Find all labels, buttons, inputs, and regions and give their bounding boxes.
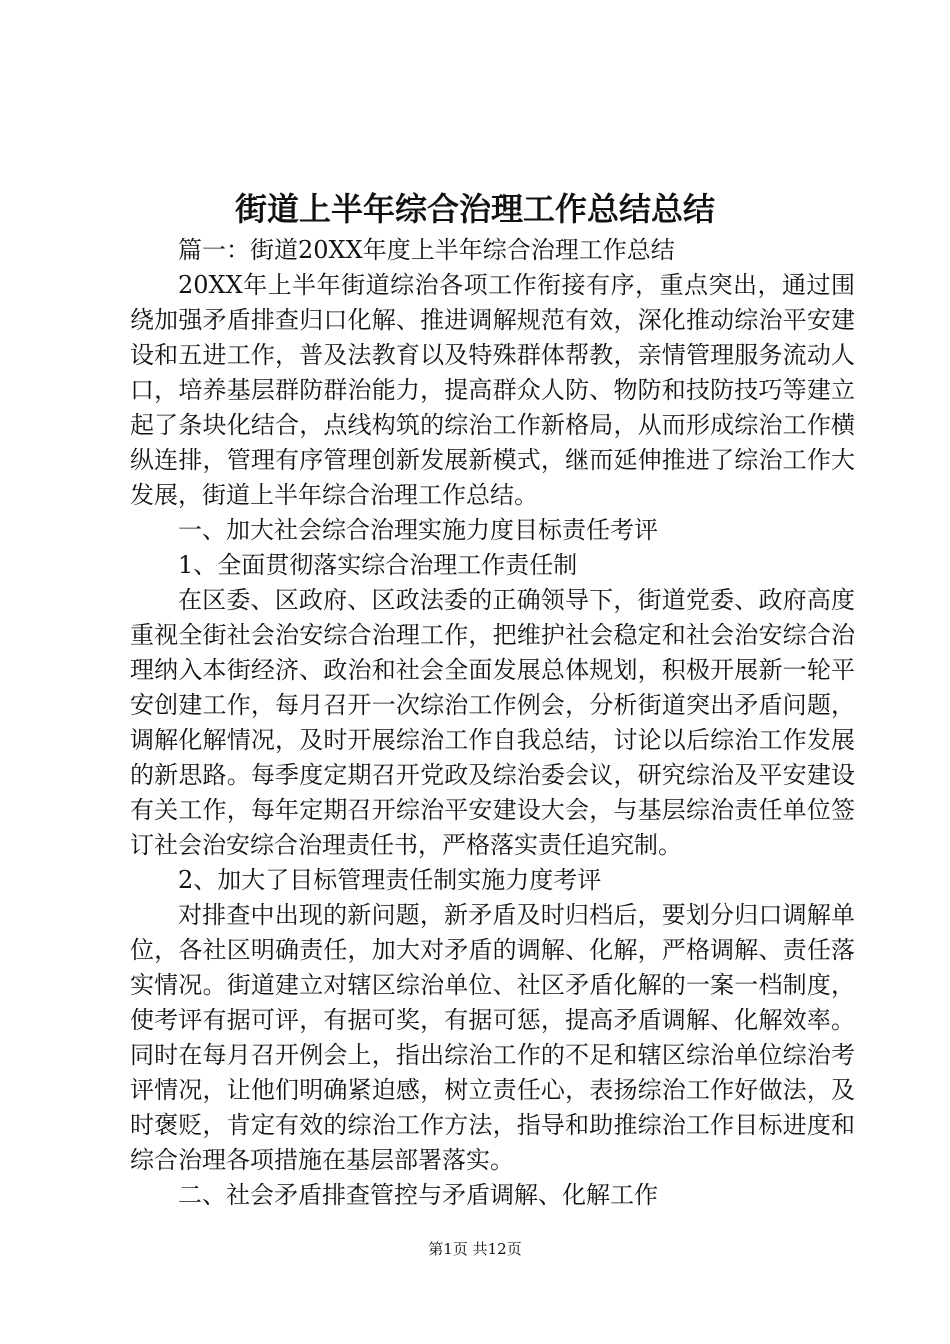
section-heading-1: 一、加大社会综合治理实施力度目标责任考评	[178, 516, 658, 544]
document-title: 街道上半年综合治理工作总结总结	[234, 190, 715, 228]
page-footer: 第1页 共12页	[428, 1240, 522, 1258]
subsection-heading-2: 2、加大了目标管理责任制实施力度考评	[178, 866, 602, 894]
paragraph-subtitle: 篇一：街道20XX年度上半年综合治理工作总结	[178, 236, 675, 264]
section-heading-2: 二、社会矛盾排查管控与矛盾调解、化解工作	[178, 1181, 658, 1209]
subsection-heading-1: 1、全面贯彻落实综合治理工作责任制	[178, 551, 578, 579]
document-body	[130, 233, 855, 1213]
paragraph-section-1-1: 在区委、区政府、区政法委的正确领导下，街道党委、政府高度重视全街社会治安综合治理工作，把维护社会稳定和社会治安综合治理纳入本街经济、政治和社会全面发展总体规划，积极开展新一轮平安创建工作，每月召开一次综治工作例会，分析街道突出矛盾问题，调解化解情况，及时开展综治工作自我总结，讨论以后综治工作发展的新思路。每季度定期召开党政及综治委会议，研究综治及平安建设有关工作，每年定期召开综治平安建设大会，与基层综治责任单位签订社会治安综合治理责任书，严格落实责任追究制。	[130, 586, 855, 859]
paragraph-intro: 20XX年上半年街道综治各项工作衔接有序，重点突出，通过围绕加强矛盾排查归口化解、推进调解规范有效，深化推动综治平安建设和五进工作，普及法教育以及特殊群体帮教，亲情管理服务流动人口，培养基层群防群治能力，提高群众人防、物防和技防技巧等建立起了条块化结合，点线构筑的综治工作新格局，从而形成综治工作横纵连排，管理有序管理创新发展新模式，继而延伸推进了综治工作大发展，街道上半年综合治理工作总结。	[130, 271, 855, 509]
paragraph-section-1-2: 对排查中出现的新问题，新矛盾及时归档后，要划分归口调解单位，各社区明确责任，加大对矛盾的调解、化解，严格调解、责任落实情况。街道建立对辖区综治单位、社区矛盾化解的一案一档制度，使考评有据可评，有据可奖，有据可惩，提高矛盾调解、化解效率。同时在每月召开例会上，指出综治工作的不足和辖区综治单位综治考评情况，让他们明确紧迫感，树立责任心，表扬综治工作好做法，及时褒贬，肯定有效的综治工作方法，指导和助推综治工作目标进度和综合治理各项措施在基层部署落实。	[130, 901, 855, 1174]
